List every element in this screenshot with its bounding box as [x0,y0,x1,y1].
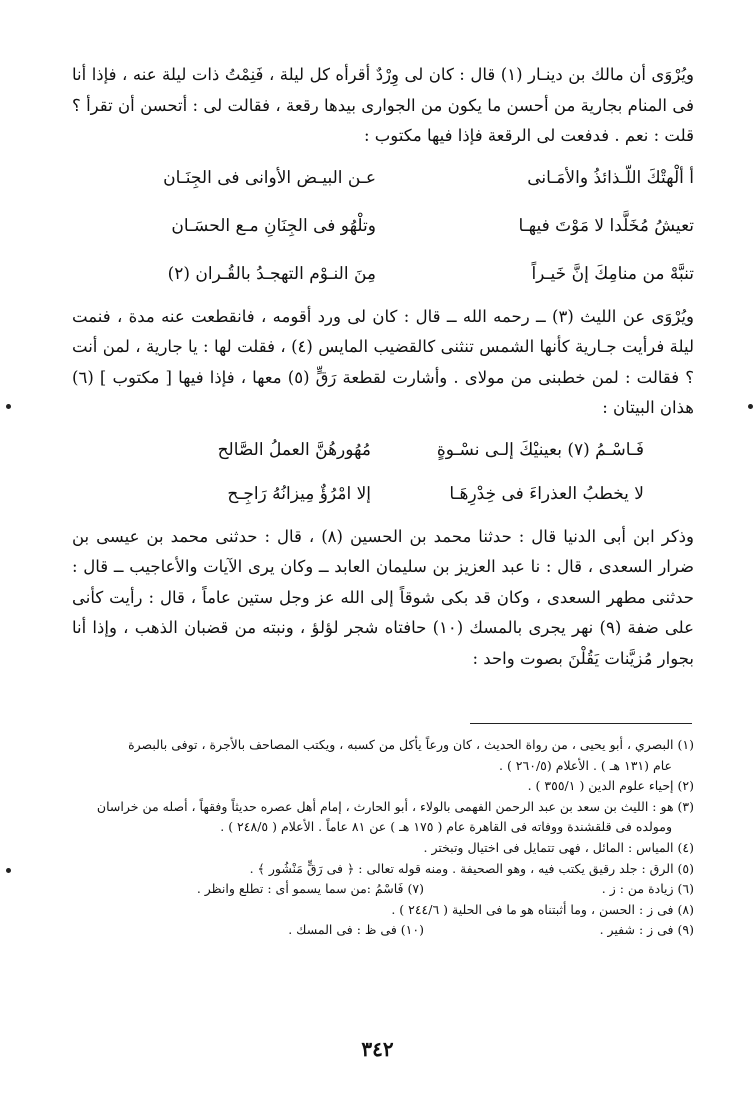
paragraph-ibn-abi-dunya: وذكر ابن أبى الدنيا قال : حدثنا محمد بن الحسين (٨) ، قال : حدثنى محمد بن عيسى بن ضرار السعدى ، قال : نا عبد العزيز بن سليمان العابد ــ وكان يرى الآيات والأعاجيب ــ قال : حدثنى مطهر السعدى ، وكان قد بكى شوقاً إلى الله عز وجل ستين عاماً ، قال : رأيت كأنى على ضفة (٩) نهر يجرى بالمسك (١٠) حافتاه شجر لؤلؤ ، ونبته من قضبان الذهب ، وإذا أنا بجوار مُزيَّنات يَقُلْنَ بصوت واحد : [72,526,694,668]
verse-second-hemistich: مِنَ النـوْم التهجـدُ بالقُـران (٢) [167,263,376,284]
verse-second-hemistich: عـن البيـض الأوانى فى الجِنَـان [163,167,376,188]
margin-dot [748,404,753,409]
footnote-10: (١٠) فى ظ : فى المسك . [288,922,424,938]
footnote-9: (٩) فى ز : شفير . [599,922,694,938]
poem-2 [72,428,694,516]
footnote-row [74,920,694,941]
footnote-5: (٥) الرق : جلد رقيق يكتب فيه ، وهو الصحيفة . ومنه قوله تعالى : ﴿ فى رَقٍّ مَنْشُور ﴾ . [249,860,694,876]
verse-first-hemistich: لا يخطبُ العذراءَ فى خِدْرِهَـا [449,483,644,504]
poem-verse [72,472,694,516]
poem-verse [72,154,694,202]
main-text [72,60,694,674]
poem-verse [72,250,694,298]
verse-first-hemistich: أ ألْهتْكَ اللّـذائذُ والأمَـانى [527,167,694,188]
footnote-1: (١) البصري ، أبو يحيى ، من رواة الحديث ، كان ورعاً يأكل من كسبه ، ويكتب المصاحف بالأجرة ، توفى بالبصرة [128,737,694,752]
footnote-8: (٨) فى ز : الحسن ، وما أثبتناه هو ما فى الحلية ( ٢٤٤/٦ ) . [391,901,694,917]
verse-second-hemistich: إلا امْرُؤٌ مِيزانُهُ رَاجِـح [227,483,371,504]
poem-verse [72,202,694,250]
margin-dot [6,404,11,409]
verse-first-hemistich: تعيشُ مُخَلَّدا لا مَوْتَ فيهـا [518,215,694,236]
footnote-3: (٣) هو : الليث بن سعد بن عبد الرحمن الفهمى بالولاء ، أبو الحارث ، إمام أهل عصره حديثاً وفقهاً ، أصله من خراسان [96,798,694,814]
verse-second-hemistich: وتلْهُو فى الجِنَانِ مـع الحسَـان [171,215,376,236]
footnotes [74,735,694,941]
margin-dot [6,868,11,873]
footnote-1-continued: عام (١٣١ هـ ) . الأعلام (٢٦٠/٥ ) . [499,757,672,773]
verse-second-hemistich: مُهُورهُنَّ العملُ الصَّالح [217,439,371,460]
footnote-7: (٧) فَاسْمُ :من سما يسمو أى : تطلع وانظر . [196,881,424,897]
paragraph-malik: ويُرْوَى أن مالك بن دينـار (١) قال : كان لى وِرْدٌ أقرأه كل ليلة ، فَنِمْتُ ذات ليلة عنه ، فإذا أنا فى المنام بجارية من أحسن ما يكون من الجوارى بيدها رقعة ، فقالت لى : أتحسن أن تقرأ ؟ قلت : نعم . فدفعت لى الرقعة فإذا فيها مكتوب : [72,65,694,145]
footnote-2: (٢) إحياء علوم الدين ( ٣٥٥/١ ) . [527,778,694,794]
verse-first-hemistich: تنبَّهْ من منامِكَ إنَّ خَيـراً [531,263,694,284]
footnote-6: (٦) زيادة من : ز . [601,881,694,897]
poem-verse [72,428,694,472]
poem-1 [72,154,694,298]
paragraph-layth: ويُرْوَى عن الليث (٣) ــ رحمه الله ــ قال : كان لى ورد أقومه ، فانقطعت عنه مدة ، فنمت ليلة فرأيت جـارية كأنها الشمس تنثنى كالقضيب المايس (٤) ، فقلت لها : يا جارية ، لمن أنت ؟ فقالت : لمن خطبنى من مولاى . وأشارت لقطعة رَقٍّ (٥) معها ، فإذا فيها [ مكتوب ] (٦) هذان البيتان : [72,306,695,417]
verse-first-hemistich: فَـاسْـمُ (٧) بعينيْكَ إلـى نسْـوةٍ [436,439,644,460]
footnote-3-continued: ومولده فى قلقشندة ووفاته فى القاهرة عام ( ١٧٥ هـ ) عن ٨١ عاماً . الأعلام ( ٢٤٨/٥ ) . [220,819,672,835]
page-number: ٣٤٢ [361,1037,394,1061]
footnote-divider [470,723,692,724]
footnote-row [74,879,694,900]
footnote-4: (٤) المياس : المائل ، فهى تتمايل فى اختيال وتبختر . [423,839,694,855]
